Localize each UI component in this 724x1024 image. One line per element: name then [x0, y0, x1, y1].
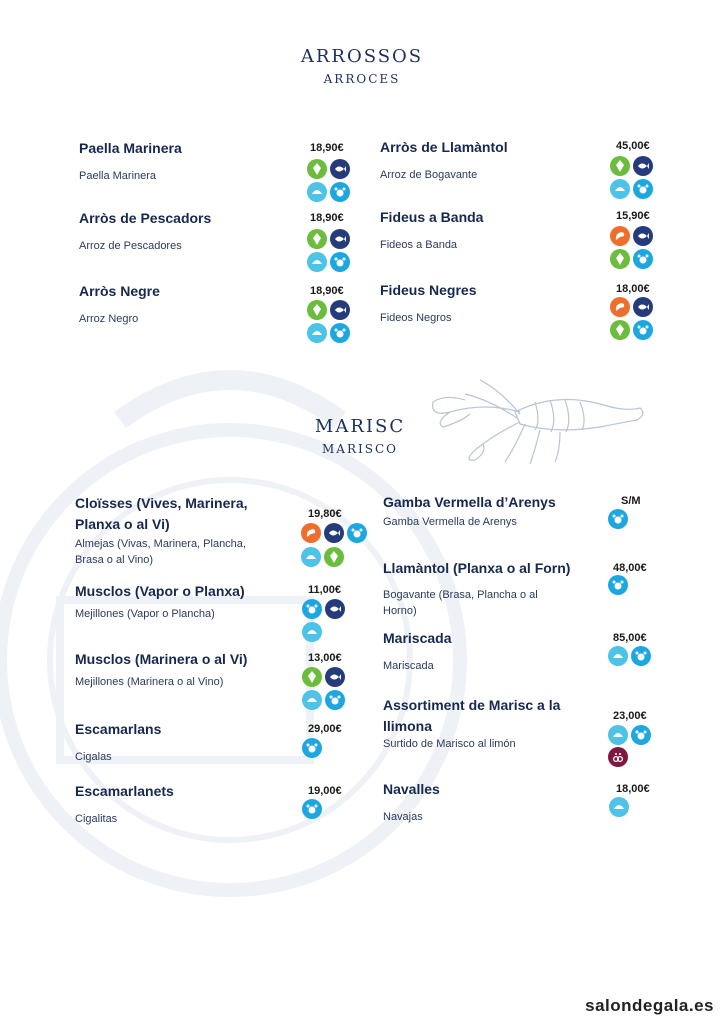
allergen-icons	[608, 575, 628, 595]
allergen-icons	[608, 509, 628, 529]
crab-icon	[633, 249, 653, 269]
item-name: Musclos (Marinera o al Vi)	[75, 651, 248, 667]
clam-icon	[302, 690, 322, 710]
item-description-line2: Horno)	[383, 605, 417, 617]
allergen-icons	[609, 797, 629, 817]
crab-icon	[330, 252, 350, 272]
item-name: Escamarlans	[75, 721, 162, 737]
allergen-icons	[302, 799, 322, 819]
allergen-icons	[301, 523, 367, 543]
item-description: Arroz de Bogavante	[380, 169, 478, 181]
shell-icon	[307, 229, 327, 249]
item-name: Musclos (Vapor o Planxa)	[75, 583, 245, 599]
clam-icon	[307, 252, 327, 272]
shell-icon	[324, 547, 344, 567]
item-description: Cigalas	[75, 751, 112, 763]
item-name: Fideus a Banda	[380, 209, 484, 225]
item-name-line1: Assortiment de Marisc a la	[383, 697, 561, 713]
shell-icon	[610, 156, 630, 176]
item-description: Fideos a Banda	[380, 239, 458, 251]
item-name: Arròs Negre	[79, 283, 160, 299]
clam-icon	[307, 323, 327, 343]
item-price: 19,00€	[308, 785, 342, 797]
item-description-line1: Bogavante (Brasa, Plancha o al	[383, 589, 538, 601]
clam-icon	[302, 622, 322, 642]
item-price: 19,80€	[308, 508, 342, 520]
lobster-illustration	[425, 372, 650, 467]
item-description: Mejillones (Vapor o Plancha)	[75, 608, 215, 620]
section-title-marisc: MARISC	[314, 416, 406, 437]
item-price: 18,00€	[616, 283, 650, 295]
item-description: Gamba Vermella de Arenys	[383, 516, 517, 528]
item-price: 11,00€	[308, 584, 342, 596]
item-description: Surtido de Marisco al limón	[383, 738, 516, 750]
crab-icon	[302, 799, 322, 819]
crab-icon	[325, 690, 345, 710]
item-description: Arroz Negro	[79, 313, 139, 325]
fish-icon	[325, 667, 345, 687]
fish-icon	[330, 229, 350, 249]
item-name: Paella Marinera	[79, 140, 182, 156]
allergen-icons	[301, 547, 344, 567]
item-name: Mariscada	[383, 630, 452, 646]
allergen-icons	[610, 297, 653, 340]
fish-icon	[633, 226, 653, 246]
item-description: Paella Marinera	[79, 170, 157, 182]
item-price: 18,90€	[310, 142, 344, 154]
item-description: Navajas	[383, 811, 423, 823]
shell-icon	[610, 320, 630, 340]
crab-icon	[330, 323, 350, 343]
clam-icon	[301, 547, 321, 567]
clam-icon	[307, 182, 327, 202]
allergen-icons	[302, 738, 322, 758]
item-price: 45,00€	[616, 140, 650, 152]
item-name: Gamba Vermella d’Arenys	[383, 494, 556, 510]
item-name: Escamarlanets	[75, 783, 174, 799]
section-title-arrossos: ARROSSOS	[300, 46, 424, 67]
item-name: Arròs de Llamàntol	[380, 139, 508, 155]
fish-icon	[324, 523, 344, 543]
item-price: 18,90€	[310, 212, 344, 224]
item-price: 18,00€	[616, 783, 650, 795]
item-price: 48,00€	[613, 562, 647, 574]
section-subtitle-marisco: MARISCO	[322, 442, 398, 456]
item-price: 23,00€	[613, 710, 647, 722]
allergen-icons	[610, 156, 653, 199]
item-name: Fideus Negres	[380, 282, 477, 298]
shrimp-icon	[610, 297, 630, 317]
fish-icon	[325, 599, 345, 619]
fish-icon	[330, 159, 350, 179]
item-name: Llamàntol (Planxa o al Forn)	[383, 560, 571, 576]
item-description-line2: Brasa o al Vino)	[75, 554, 154, 566]
site-watermark: salondegala.es	[585, 996, 714, 1015]
item-name: Arròs de Pescadors	[79, 210, 212, 226]
item-description: Mejillones (Marinera o al Vino)	[75, 676, 224, 688]
allergen-icons	[608, 725, 651, 745]
item-price: S/M	[621, 495, 641, 507]
allergen-icons	[608, 747, 628, 767]
allergen-icons	[307, 159, 350, 202]
clam-icon	[609, 797, 629, 817]
item-description: Cigalitas	[75, 813, 118, 825]
shell-icon	[302, 667, 322, 687]
crab-icon	[631, 646, 651, 666]
allergen-icons	[307, 300, 350, 343]
crab-icon	[347, 523, 367, 543]
item-price: 13,00€	[308, 652, 342, 664]
fish-icon	[633, 156, 653, 176]
shell-icon	[307, 300, 327, 320]
crab-icon	[330, 182, 350, 202]
item-name: Navalles	[383, 781, 440, 797]
item-description: Fideos Negros	[380, 312, 452, 324]
crab-icon	[302, 599, 322, 619]
crab-icon	[302, 738, 322, 758]
shrimp-icon	[610, 226, 630, 246]
item-description: Arroz de Pescadores	[79, 240, 182, 252]
item-price: 29,00€	[308, 723, 342, 735]
crab-icon	[608, 575, 628, 595]
clam-icon	[608, 725, 628, 745]
clam-icon	[610, 179, 630, 199]
item-price: 18,90€	[310, 285, 344, 297]
item-name-line2: Planxa o al Vi)	[75, 516, 170, 532]
allergen-icons	[610, 226, 653, 269]
item-price: 15,90€	[616, 210, 650, 222]
item-description-line1: Almejas (Vivas, Marinera, Plancha,	[75, 538, 246, 550]
clam-icon	[608, 646, 628, 666]
crab-icon	[633, 320, 653, 340]
item-name-line2: llimona	[383, 718, 433, 734]
item-description: Mariscada	[383, 660, 434, 672]
fish-icon	[330, 300, 350, 320]
allergen-icons	[302, 599, 345, 642]
crab-icon	[608, 509, 628, 529]
sulphite-icon	[608, 747, 628, 767]
allergen-icons	[302, 667, 345, 710]
allergen-icons	[307, 229, 350, 272]
fish-icon	[633, 297, 653, 317]
crab-icon	[633, 179, 653, 199]
allergen-icons	[608, 646, 651, 666]
item-price: 85,00€	[613, 632, 647, 644]
crab-icon	[631, 725, 651, 745]
item-name-line1: Cloïsses (Vives, Marinera,	[75, 495, 248, 511]
shell-icon	[610, 249, 630, 269]
section-subtitle-arroces: ARROCES	[323, 72, 401, 86]
shell-icon	[307, 159, 327, 179]
shrimp-icon	[301, 523, 321, 543]
